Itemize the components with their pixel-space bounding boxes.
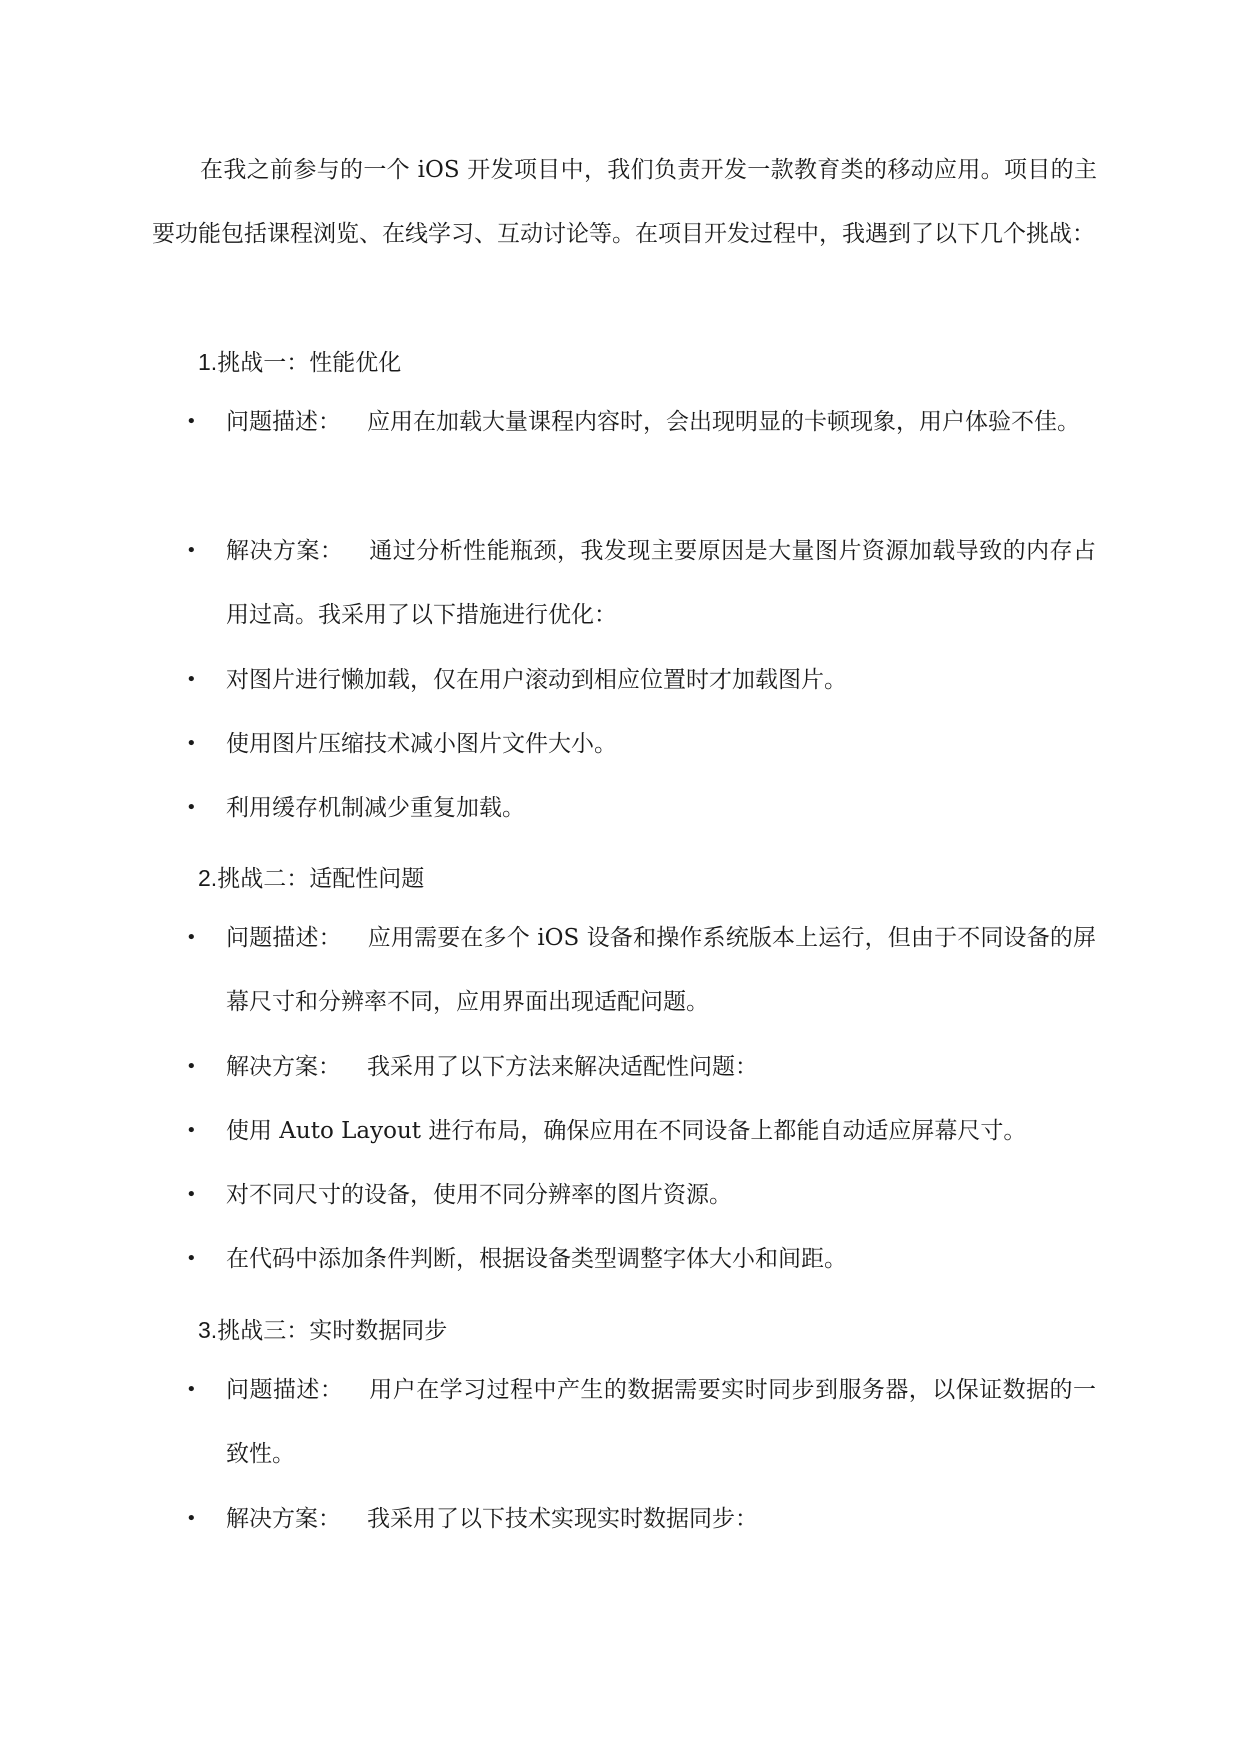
challenge-1-title: 挑战一：性能优化 — [217, 350, 402, 376]
solution-label: 解决方案： — [226, 1054, 341, 1080]
bullet-icon: • — [186, 1508, 197, 1529]
bullet-icon: • — [186, 1248, 197, 1269]
challenge-2-heading — [198, 858, 424, 899]
solution-text: 通过分析性能瓶颈，我发现主要原因是大量图片资源加载导致的内存占用过高。我采用了以下措施进行优化： — [226, 538, 1097, 628]
challenge-2-title: 挑战二：适配性问题 — [217, 866, 425, 892]
problem-label: 问题描述： — [226, 1377, 344, 1403]
list-item — [186, 1227, 1096, 1291]
measure-text: 利用缓存机制减少重复加载。 — [226, 795, 525, 821]
challenge-1-problem — [186, 390, 1096, 454]
challenge-3-title: 挑战三：实时数据同步 — [217, 1318, 448, 1344]
problem-text: 应用在加载大量课程内容时，会出现明显的卡顿现象，用户体验不佳。 — [367, 409, 1080, 435]
measure-text: 在代码中添加条件判断，根据设备类型调整字体大小和间距。 — [226, 1246, 847, 1272]
list-item — [186, 1163, 1096, 1227]
challenge-2-number: 2. — [198, 865, 218, 891]
bullet-icon: • — [186, 1120, 197, 1141]
intro-paragraph: 在我之前参与的一个 iOS 开发项目中，我们负责开发一款教育类的移动应用。项目的主要功能包括课程浏览、在线学习、互动讨论等。在项目开发过程中，我遇到了以下几个挑战： — [152, 157, 1097, 247]
problem-label: 问题描述： — [226, 409, 341, 435]
bullet-icon: • — [186, 411, 197, 432]
list-item — [186, 712, 1096, 776]
challenge-3-number: 3. — [198, 1317, 218, 1343]
solution-text: 我采用了以下方法来解决适配性问题： — [367, 1054, 758, 1080]
measure-text: 对不同尺寸的设备，使用不同分辨率的图片资源。 — [226, 1182, 732, 1208]
bullet-icon: • — [186, 1379, 197, 1400]
challenge-1-heading — [198, 342, 401, 383]
list-item — [186, 1099, 1096, 1163]
list-item — [186, 776, 1096, 840]
bullet-icon: • — [186, 797, 197, 818]
bullet-icon: • — [186, 927, 197, 948]
problem-label: 问题描述： — [226, 925, 342, 951]
solution-label: 解决方案： — [226, 538, 344, 564]
problem-text: 用户在学习过程中产生的数据需要实时同步到服务器，以保证数据的一致性。 — [226, 1377, 1097, 1467]
challenge-1-number: 1. — [198, 349, 218, 375]
bullet-icon: • — [186, 540, 197, 561]
challenge-2-problem — [186, 906, 1096, 1034]
challenge-2-solution — [186, 1035, 1096, 1099]
challenge-3-heading — [198, 1310, 447, 1351]
bullet-icon: • — [186, 669, 197, 690]
measure-text: 使用图片压缩技术减小图片文件大小。 — [226, 731, 617, 757]
measure-text: 对图片进行懒加载，仅在用户滚动到相应位置时才加载图片。 — [226, 667, 847, 693]
measure-text: 使用 Auto Layout 进行布局，确保应用在不同设备上都能自动适应屏幕尺寸。 — [226, 1118, 1027, 1144]
problem-text: 应用需要在多个 iOS 设备和操作系统版本上运行，但由于不同设备的屏幕尺寸和分辨率不同，应用界面出现适配问题。 — [226, 925, 1097, 1015]
solution-label: 解决方案： — [226, 1506, 341, 1532]
challenge-3-solution — [186, 1487, 1096, 1551]
challenge-3-problem — [186, 1358, 1096, 1486]
list-item — [186, 648, 1096, 712]
bullet-icon: • — [186, 1056, 197, 1077]
challenge-1-solution — [186, 519, 1096, 647]
solution-text: 我采用了以下技术实现实时数据同步： — [367, 1506, 758, 1532]
bullet-icon: • — [186, 1184, 197, 1205]
bullet-icon: • — [186, 733, 197, 754]
